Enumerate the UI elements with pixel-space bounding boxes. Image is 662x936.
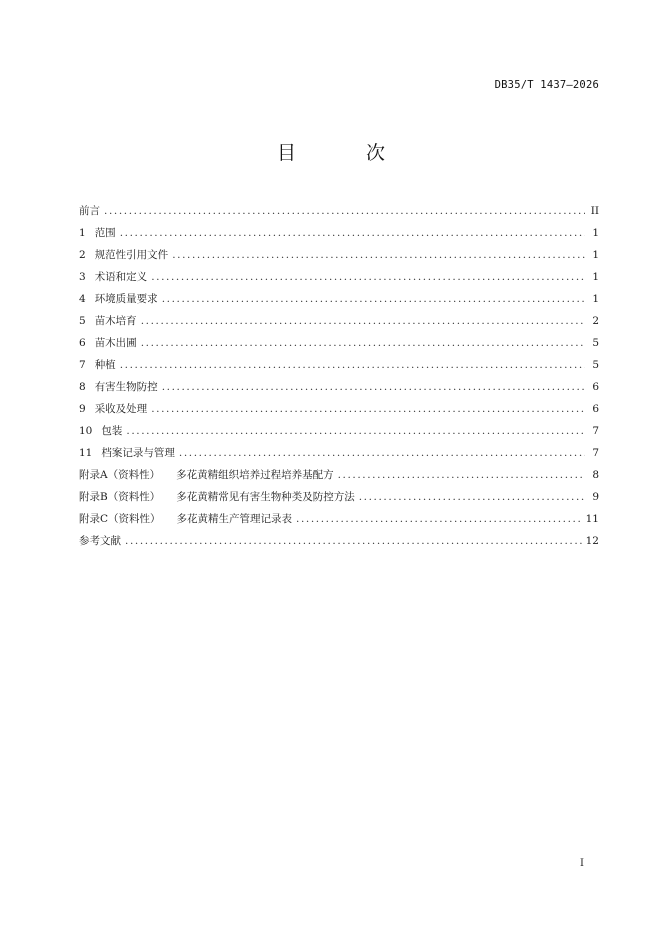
toc-entry-label — [95, 288, 158, 310]
toc-entry-page: II — [590, 205, 599, 217]
toc-leader-dots — [126, 420, 585, 442]
table-of-contents — [79, 200, 599, 552]
toc-entry-number: 3 — [79, 271, 86, 283]
toc-entry-number: 6 — [79, 337, 86, 349]
toc-entry[interactable] — [79, 376, 599, 398]
toc-entry-number: 11 — [79, 447, 93, 459]
toc-title — [0, 138, 662, 165]
toc-leader-dots — [151, 266, 585, 288]
toc-entry[interactable] — [79, 508, 599, 530]
toc-entry[interactable] — [79, 288, 599, 310]
page-number: I — [580, 858, 584, 869]
toc-leader-dots — [104, 200, 585, 222]
toc-entry-label — [95, 354, 116, 376]
toc-entry-title: 范围 — [94, 227, 116, 239]
toc-entry-label — [101, 420, 122, 442]
toc-leader-dots — [151, 398, 585, 420]
toc-entry-page: 8 — [592, 469, 599, 481]
toc-entry[interactable] — [79, 354, 599, 376]
toc-entry-page: 1 — [592, 271, 599, 283]
toc-leader-dots — [125, 530, 582, 552]
toc-title-text: 目 次 — [276, 142, 418, 164]
toc-entry-label — [79, 464, 334, 486]
toc-entry-label — [95, 222, 116, 244]
toc-entry-label — [79, 508, 292, 530]
toc-entry[interactable] — [79, 266, 599, 288]
toc-entry-title: 苗木培育 — [94, 315, 137, 327]
document-code: DB35/T 1437—2026 — [494, 79, 599, 91]
toc-entry-title: 规范性引用文件 — [94, 249, 169, 261]
toc-entry-page: 7 — [592, 425, 599, 437]
toc-leader-dots — [179, 442, 585, 464]
toc-entry-number: 8 — [79, 381, 86, 393]
toc-leader-dots — [359, 486, 585, 508]
toc-entry-number: 1 — [79, 227, 86, 239]
toc-entry-number: 10 — [79, 425, 93, 437]
toc-entry-title: 附录B（资料性） — [79, 491, 161, 503]
toc-entry-page: 6 — [592, 381, 599, 393]
toc-entry-page: 6 — [592, 403, 599, 415]
toc-leader-dots — [338, 464, 585, 486]
toc-entry-title: 参考文献 — [79, 535, 121, 547]
toc-entry[interactable] — [79, 310, 599, 332]
toc-entry-title: 档案记录与管理 — [101, 447, 175, 459]
toc-leader-dots — [162, 376, 585, 398]
toc-entry-title: 术语和定义 — [94, 271, 148, 283]
toc-entry-label — [95, 332, 137, 354]
toc-entry-label — [79, 530, 121, 552]
toc-entry-page: 9 — [592, 491, 599, 503]
toc-leader-dots — [172, 244, 585, 266]
toc-entry-label — [95, 310, 137, 332]
toc-entry-page: 5 — [592, 359, 599, 371]
toc-entry-page: 12 — [585, 535, 599, 547]
toc-entry[interactable] — [79, 332, 599, 354]
toc-entry-page: 7 — [592, 447, 599, 459]
toc-entry[interactable] — [79, 530, 599, 552]
toc-entry-page: 1 — [592, 227, 599, 239]
toc-entry-title: 包装 — [101, 425, 123, 437]
toc-entry-title: 苗木出圃 — [94, 337, 137, 349]
toc-leader-dots — [120, 354, 585, 376]
toc-entry-label — [79, 486, 355, 508]
toc-entry-page: 1 — [592, 249, 599, 261]
toc-entry-page: 1 — [592, 293, 599, 305]
toc-entry-number: 2 — [79, 249, 86, 261]
toc-entry-title: 环境质量要求 — [94, 293, 158, 305]
toc-entry-label — [95, 266, 148, 288]
toc-entry[interactable] — [79, 486, 599, 508]
toc-leader-dots — [120, 222, 585, 244]
toc-entry-page: 5 — [592, 337, 599, 349]
toc-entry-label — [95, 244, 169, 266]
toc-leader-dots — [162, 288, 585, 310]
toc-leader-dots — [141, 332, 585, 354]
toc-entry[interactable] — [79, 398, 599, 420]
toc-entry-label — [95, 376, 158, 398]
toc-entry-subtitle: 多花黄精组织培养过程培养基配方 — [176, 469, 334, 481]
toc-leader-dots — [141, 310, 585, 332]
toc-entry-page: 2 — [592, 315, 599, 327]
toc-entry[interactable] — [79, 200, 599, 222]
toc-entry-label — [95, 398, 148, 420]
toc-entry[interactable] — [79, 420, 599, 442]
toc-entry-title: 附录A（资料性） — [79, 469, 161, 481]
toc-entry-title: 前言 — [79, 205, 100, 217]
toc-entry-title: 采收及处理 — [94, 403, 148, 415]
toc-leader-dots — [296, 508, 582, 530]
toc-entry-number: 4 — [79, 293, 86, 305]
toc-entry-title: 种植 — [94, 359, 116, 371]
toc-entry-title: 有害生物防控 — [94, 381, 158, 393]
toc-entry-title: 附录C（资料性） — [79, 513, 161, 525]
toc-entry[interactable] — [79, 222, 599, 244]
toc-entry-subtitle: 多花黄精生产管理记录表 — [176, 513, 293, 525]
toc-entry[interactable] — [79, 244, 599, 266]
toc-entry-number: 7 — [79, 359, 86, 371]
toc-entry-label — [101, 442, 175, 464]
toc-entry-subtitle: 多花黄精常见有害生物种类及防控方法 — [176, 491, 355, 503]
toc-entry-number: 5 — [79, 315, 86, 327]
toc-entry[interactable] — [79, 464, 599, 486]
toc-entry-number: 9 — [79, 403, 86, 415]
toc-entry-label — [79, 200, 100, 222]
toc-entry-page: 11 — [585, 513, 599, 525]
toc-entry[interactable] — [79, 442, 599, 464]
